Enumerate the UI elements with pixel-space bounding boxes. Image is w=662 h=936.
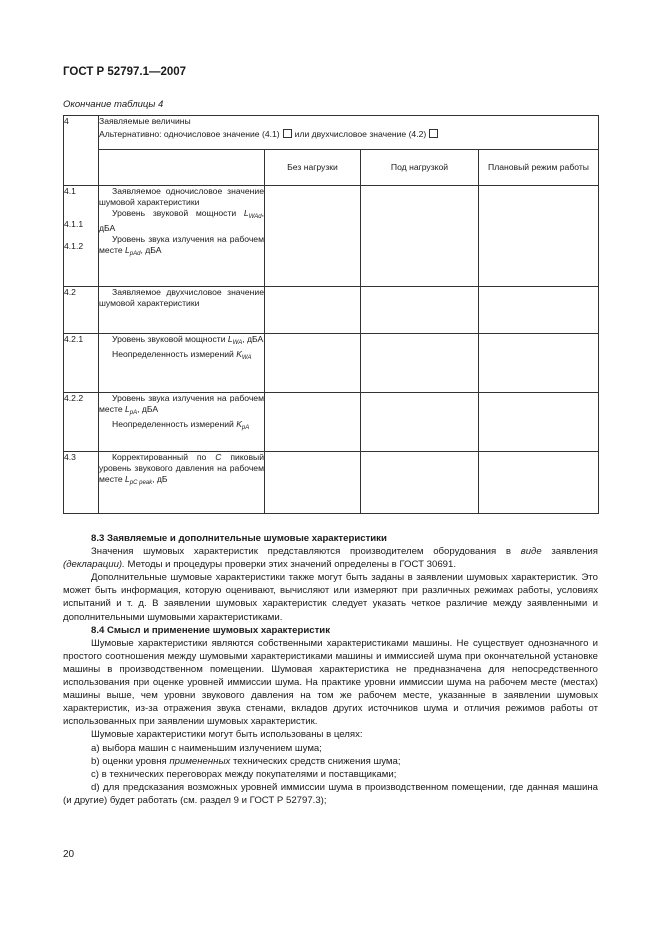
value-cell[interactable] (265, 334, 361, 393)
value-cell[interactable] (479, 287, 599, 334)
value-cell[interactable] (479, 186, 599, 287)
declared-values-table (63, 115, 599, 514)
table-row (64, 116, 599, 150)
row-description: Заявляемое одночисловое значение шумовой характеристики Уровень звуковой мощности $L_{WAd}$, дБА Уровень звука излучения на рабочем месте $L_{pAd}$, дБА (99, 186, 265, 287)
page-number: 20 (63, 849, 75, 860)
table-caption: Окончание таблицы 4 (63, 99, 164, 110)
value-cell[interactable] (265, 287, 361, 334)
table-row (64, 393, 599, 452)
col-header-under-load: Под нагрузкой (361, 150, 479, 186)
value-cell[interactable] (265, 393, 361, 452)
table-row (64, 150, 599, 186)
row-number: 4.2.2 (64, 393, 99, 452)
dual-number-checkbox[interactable] (429, 129, 438, 138)
value-cell[interactable] (479, 334, 599, 393)
row-number: 4.1 4.1.1 4.1.2 (64, 186, 99, 287)
row-number: 4.2.1 (64, 334, 99, 393)
row-description: Корректированный по C пиковый уровень звукового давления на рабочем месте $L_{pC peak}$, дБ (99, 452, 265, 514)
paragraph: Шумовые характеристики могут быть использованы в целях: (91, 729, 363, 741)
standard-code: ГОСТ Р 52797.1—2007 (63, 66, 187, 78)
col-header-planned-mode: Плановый режим работы (479, 150, 599, 186)
row-description: Уровень звука излучения на рабочем месте $L_{pA}$, дБА Неопределенность измерений $K_{pA}$ (99, 393, 265, 452)
paragraph: Шумовые характеристики являются собственными характеристиками машины. Не существует однозначного и простого соотношения между шумовыми характеристиками машины и иммиссией шума при окончательной установке машины в производственном помещении. Шумовая характеристика не предназначена для непосредственного использования при оценке уровней иммиссии шума. На практике уровни иммиссии шума на рабочем месте (местах) машины выше, чем уровни звукового давления на том же рабочем месте, указанные в заявлении шумовых характеристик, из-за отражения звука стенами, вкладов других источников шума и отличия режимов работы от использованных при заявлении шумовых характеристик. (63, 637, 598, 728)
row-number: 4 (64, 116, 99, 186)
value-cell[interactable] (361, 452, 479, 514)
value-cell[interactable] (361, 287, 479, 334)
value-cell[interactable] (361, 334, 479, 393)
value-cell[interactable] (479, 393, 599, 452)
row-description: Заявляемое двухчисловое значение шумовой характеристики (99, 287, 265, 334)
alternatives-line: Альтернативно: одночисловое значение (4.1) или двухчисловое значение (4.2) (99, 129, 598, 140)
table-row (64, 334, 599, 393)
value-cell[interactable] (361, 186, 479, 287)
row-header-cell (99, 116, 599, 150)
row-description: Уровень звуковой мощности $L_{WA}$, дБА Неопределенность измерений $K_{WA}$ (99, 334, 265, 393)
section-8-4-heading: 8.4 Смысл и применение шумовых характеристик (91, 624, 331, 636)
list-item: а) выбора машин с наименьшим излучением шума; (91, 742, 322, 754)
row-number: 4.3 (64, 452, 99, 514)
list-item: d) для предсказания возможных уровней иммиссии шума в производственном помещении, где данная машина (и другие) будет работать (см. раздел 9 и ГОСТ Р 52797.3); (63, 781, 598, 806)
body-text (63, 532, 598, 807)
section-8-3-heading: 8.3 Заявляемые и дополнительные шумовые характеристики (91, 533, 387, 544)
row-title: Заявляемые величины (99, 116, 191, 126)
list-item: b) оценки уровня примененных технических средств снижения шума; (91, 755, 401, 767)
paragraph: Значения шумовых характеристик представляются производителем оборудования в виде заявления (декларации). Методы и процедуры проверки этих значений определены в ГОСТ 30691. (63, 546, 598, 571)
value-cell[interactable] (479, 452, 599, 514)
table-row (64, 287, 599, 334)
blank-cell (99, 150, 265, 186)
value-cell[interactable] (265, 452, 361, 514)
value-cell[interactable] (265, 186, 361, 287)
paragraph: Дополнительные шумовые характеристики также могут быть заданы в заявлении шумовых характеристик. Это может быть информация, которую оценивают, вычисляют или измеряют при различных режимах работы, условиях испытаний и т. д. В заявлении шумовых характеристик следует указать четкое различие между заявленными и дополнительными шумовыми характеристиками. (63, 572, 598, 623)
single-number-checkbox[interactable] (283, 129, 292, 138)
list-item: c) в технических переговорах между покупателями и поставщиками; (91, 768, 397, 780)
table-row (64, 186, 599, 287)
row-number: 4.2 (64, 287, 99, 334)
col-header-no-load: Без нагрузки (265, 150, 361, 186)
table-row (64, 452, 599, 514)
value-cell[interactable] (361, 393, 479, 452)
